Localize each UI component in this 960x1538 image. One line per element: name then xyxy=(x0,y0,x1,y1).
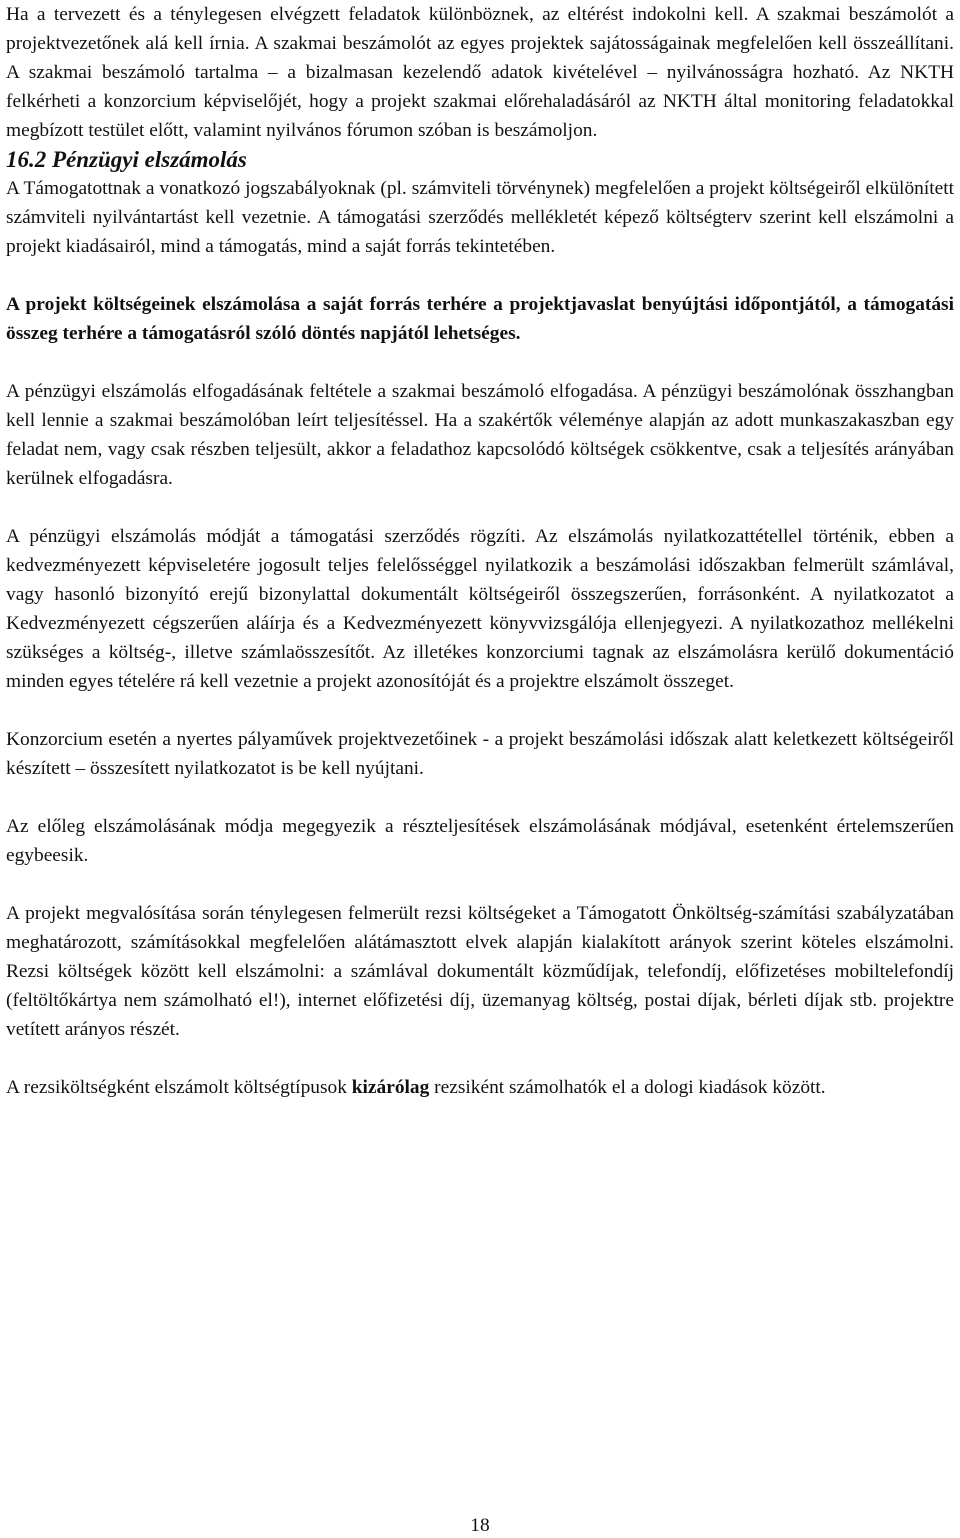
paragraph-overhead-types-start: A rezsiköltségként elszámolt költségtípusok xyxy=(6,1077,352,1098)
paragraph-advance-settlement: Az előleg elszámolásának módja megegyezik a részteljesítések elszámolásának módjával, esetenként értelemszerűen egybeesik. xyxy=(6,816,954,866)
paragraph-accounting-records: A Támogatottnak a vonatkozó jogszabályoknak (pl. számviteli törvénynek) megfelelően a projekt költségeiről elkülönített számviteli nyilvántartást kell vezetnie. A támogatási szerződés mellékletét képező költségterv szerint kell elszámolni a projekt kiadásairól, mind a támogatás, mind a saját forrás tekintetében. xyxy=(6,178,954,257)
paragraph-cost-eligibility: A projekt költségeinek elszámolása a saját forrás terhére a projektjavaslat benyújtási időpontjától, a támogatási összeg terhére a támogatásról szóló döntés napjától lehetséges. xyxy=(6,294,954,344)
paragraph-reporting: Ha a tervezett és a ténylegesen elvégzett feladatok különböznek, az eltérést indokolni kell. A szakmai beszámolót a projektvezetőnek alá kell írnia. A szakmai beszámolót az egyes projektek sajátosságainak megfelelően kell összeállítani. A szakmai beszámoló tartalma – a bizalmasan kezelendő adatok kivételével – nyilvánosságra hozható. Az NKTH felkérheti a konzorcium képviselőjét, hogy a projekt szakmai előrehaladásáról az NKTH által monitoring feladatokkal megbízott testület előtt, valamint nyilvános fórumon szóban is beszámoljon. xyxy=(6,4,954,141)
paragraph-settlement-method: A pénzügyi elszámolás módját a támogatási szerződés rögzíti. Az elszámolás nyilatkozattétellel történik, ebben a kedvezményezett képviseletére jogosult teljes felelősséggel nyilatkozik a beszámolási időszakban felmerült számlával, vagy hasonló bizonyító erejű bizonylattal dokumentált költségeiről összegszerűen, forrásonként. A nyilatkozatot a Kedvezményezett cégszerűen aláírja és a Kedvezményezett könyvvizsgálója ellenjegyezi. A nyilatkozathoz mellékelni szükséges a költség-, illetve számlaösszesítőt. Az illetékes konzorciumi tagnak az elszámolásra kerülő dokumentáció minden egyes tételére rá kell vezetnie a projekt azonosítóját és a projektre elszámolt összeget. xyxy=(6,526,954,692)
paragraph-overhead-types-end: rezsiként számolhatók el a dologi kiadások között. xyxy=(429,1077,826,1098)
page-number: 18 xyxy=(470,1515,490,1536)
paragraph-consortium: Konzorcium esetén a nyertes pályaművek projektvezetőinek - a projekt beszámolási időszak alatt keletkezett költségeiről készített – összesített nyilatkozatot is be kell nyújtani. xyxy=(6,729,954,779)
emphasis-exclusively: kizárólag xyxy=(351,1077,430,1098)
page-content xyxy=(6,0,954,1102)
paragraph-overhead-types xyxy=(6,1073,954,1102)
paragraph-overhead-costs: A projekt megvalósítása során ténylegesen felmerült rezsi költségeket a Támogatott Önköltség-számítási szabályzatában meghatározott, számításokkal megfelelően alátámasztott elvek alapján kialakított arányok szerint köteles elszámolni. Rezsi költségek között kell elszámolni: a számlával dokumentált közműdíjak, telefondíj, előfizetéses mobiltelefondíj (feltöltőkártya nem számolható el!), internet előfizetési díj, üzemanyag költség, postai díjak, bérleti díjak stb. projektre vetített arányos részét. xyxy=(6,903,954,1040)
section-heading-financial-settlement: 16.2 Pénzügyi elszámolás xyxy=(6,147,247,172)
paragraph-acceptance-condition: A pénzügyi elszámolás elfogadásának feltétele a szakmai beszámoló elfogadása. A pénzügyi beszámolónak összhangban kell lennie a szakmai beszámolóban leírt teljesítéssel. Ha a szakértők véleménye alapján az adott munkaszakaszban egy feladat nem, vagy csak részben teljesült, akkor a feladathoz kapcsolódó költségek csökkentve, csak a teljesítés arányában kerülnek elfogadásra. xyxy=(6,381,954,489)
